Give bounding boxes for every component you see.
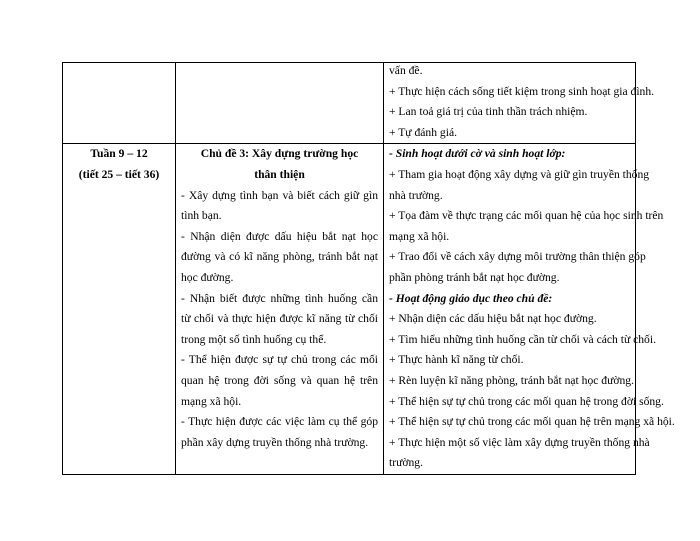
content-cell-empty bbox=[176, 63, 384, 144]
plan-table bbox=[62, 62, 675, 475]
table-row bbox=[63, 63, 636, 144]
activity-line: + Thể hiện sự tự chủ trong các mối quan hệ trên mạng xã hội. bbox=[389, 415, 675, 429]
text-line: + Lan toả giá trị của tinh thần trách nhiệm. bbox=[389, 105, 588, 119]
activities-cell bbox=[384, 144, 675, 475]
objective-line: - Nhận biết được những tình huống cần bbox=[181, 291, 378, 305]
text-line: vấn đề. bbox=[389, 64, 423, 77]
activities-cell-continued bbox=[384, 63, 655, 144]
week-label: Tuần 9 – 12 bbox=[90, 147, 148, 161]
content-cell bbox=[176, 144, 384, 475]
section-heading: - Hoạt động giáo dục theo chủ đề: bbox=[389, 291, 553, 305]
objective-line: quan hệ trong đời sống và quan hệ trên bbox=[181, 373, 378, 387]
activity-line: + Thực hành kĩ năng từ chối. bbox=[389, 353, 524, 367]
text-line: + Tự đánh giá. bbox=[389, 125, 457, 139]
objective-line: mạng xã hội. bbox=[181, 394, 242, 408]
objective-line: - Xây dựng tình bạn và biết cách giữ gìn bbox=[181, 188, 378, 202]
topic-title: thân thiện bbox=[254, 167, 305, 181]
activity-line: + Tìm hiểu những tình huống cần từ chối và cách từ chối. bbox=[389, 332, 656, 346]
topic-title: Chủ đề 3: Xây dựng trường học bbox=[200, 147, 359, 161]
section-heading: - Sinh hoạt dưới cờ và sinh hoạt lớp: bbox=[389, 147, 566, 161]
activity-line: mạng xã hội. bbox=[389, 229, 450, 243]
period-label: (tiết 25 – tiết 36) bbox=[78, 167, 160, 181]
objective-line: - Thực hiện được các việc làm cụ thể góp bbox=[181, 415, 378, 429]
week-cell-empty bbox=[63, 63, 176, 144]
activity-line: trường. bbox=[389, 456, 423, 470]
activity-line: + Nhận diện các dấu hiệu bắt nạt học đường. bbox=[389, 312, 597, 326]
objective-line: học đường. bbox=[181, 270, 234, 284]
objective-line: - Thể hiện được sự tự chủ trong các mối bbox=[181, 353, 378, 367]
objective-line: tình bạn. bbox=[181, 209, 222, 223]
objective-line: phần xây dựng truyền thống nhà trường. bbox=[181, 435, 369, 449]
activity-line: + Rèn luyện kĩ năng phòng, tránh bắt nạt học đường. bbox=[389, 373, 634, 387]
objective-line: đường và có kĩ năng phòng, tránh bắt nạt bbox=[181, 250, 378, 264]
table-row bbox=[63, 144, 636, 475]
text-line: + Thực hiện cách sống tiết kiệm trong sinh hoạt gia đình. bbox=[389, 84, 655, 98]
activity-line: phần phòng tránh bắt nạt học đường. bbox=[389, 270, 560, 284]
objective-line: từ chối và thực hiện được kĩ năng từ chối bbox=[181, 312, 378, 326]
activity-line: + Tọa đàm về thực trạng các mối quan hệ của học sinh trên bbox=[389, 209, 664, 223]
activity-line: nhà trường. bbox=[389, 188, 443, 202]
activity-line: + Tham gia hoạt động xây dựng và giữ gìn truyền thống bbox=[389, 167, 650, 181]
activity-line: + Thể hiện sự tự chủ trong các mối quan hệ trong đời sống. bbox=[389, 394, 664, 408]
objective-line: - Nhận diện được dấu hiệu bắt nạt học bbox=[181, 229, 378, 243]
activity-line: + Thực hiện một số việc làm xây dựng truyền thống nhà bbox=[389, 435, 650, 449]
objective-line: trong một số tình huống cụ thể. bbox=[181, 332, 327, 346]
week-cell bbox=[63, 144, 176, 475]
activity-line: + Trao đổi về cách xây dựng môi trường thân thiện góp bbox=[389, 250, 646, 264]
